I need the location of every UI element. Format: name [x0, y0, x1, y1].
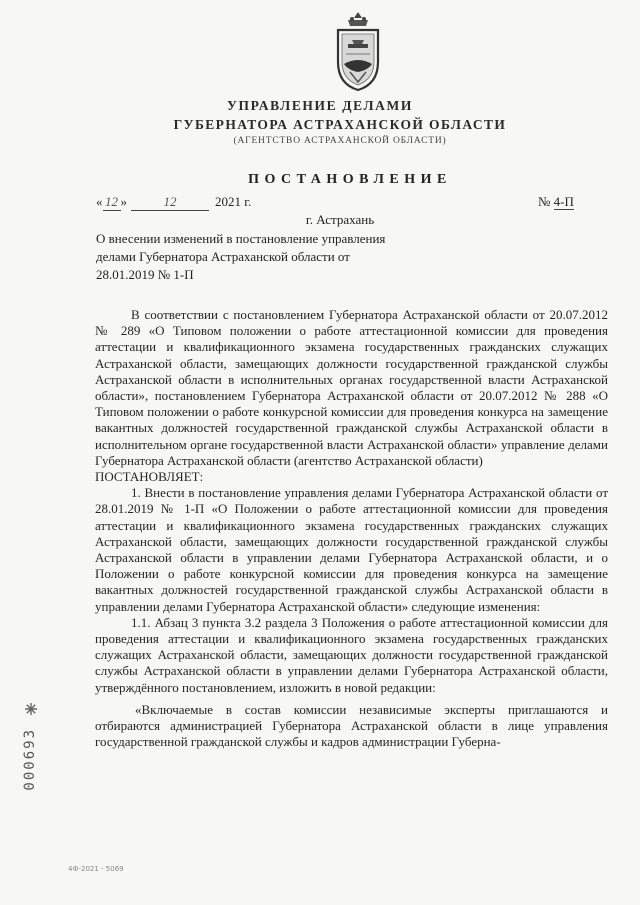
paragraph-intro: В соответствии с постановлением Губернатора Астраханской области от 20.07.2012 № 289 «О Типовом положении о работе аттестационной комиссии для проведения аттестации и квалификационного экзамена государственных гражданских служащих Астраханской области, замещающих должности государственной гражданской службы Астраханской области в исполнительных органах государственной власти Астраханской области», постановлением Губернатора Астраханской области от 20.07.2012 № 288 «О Типовом положении о работе конкурсной комиссии для проведения конкурса на замещение вакантных должностей государственной гражданской службы Астраханской области в исполнительном органе государственной власти Астраханской области» управление делами Губернатора Астраханской области (агентство Астраханской области): [95, 307, 608, 468]
date-day: 12: [103, 194, 121, 211]
document-title: ПОСТАНОВЛЕНИЕ: [248, 172, 452, 187]
registration-number: 000693: [22, 728, 38, 791]
document-date: [96, 194, 251, 211]
number-prefix: №: [538, 194, 551, 209]
agency-name-line2: ГУБЕРНАТОРА АСТРАХАНСКОЙ ОБЛАСТИ: [173, 117, 507, 132]
paragraph-quote: «Включаемые в состав комиссии независимые эксперты приглашаются и отбираются администрацией Губернатора Астраханской области в лице управления государственной гражданской службы и кадров администрации Губерна-: [95, 701, 608, 750]
paragraph-item-1: 1. Внести в постановление управления делами Губернатора Астраханской области от 28.01.2019 № 1-П «О Положении о работе аттестационной комиссии для проведения аттестации и квалификационного экзамена государственных гражданских служащих Астраханской области, замещающих должности государственной гражданской службы Астраханской области в управлении делами Губернатора Астраханской области, и о Положении о работе конкурсной комиссии для проведения конкурса на замещение вакантных должностей государственной гражданской службы Астраханской области в управлении делами Губернатора Астраханской области» следующие изменения:: [95, 485, 608, 614]
asterisk-icon: [24, 702, 38, 716]
agency-name-line3: (АГЕНТСТВО АСТРАХАНСКОЙ ОБЛАСТИ): [233, 136, 447, 146]
date-quote-open: «: [96, 194, 103, 209]
agency-name-line1: УПРАВЛЕНИЕ ДЕЛАМИ: [227, 98, 413, 113]
document-subject: О внесении изменений в постановление управления делами Губернатора Астраханской области от 28.01.2019 № 1-П: [96, 231, 386, 282]
document-number: [538, 194, 574, 210]
document-body: [95, 307, 608, 750]
paragraph-resolves: ПОСТАНОВЛЯЕТ:: [95, 469, 204, 485]
date-year: 2021 г.: [215, 194, 252, 209]
date-quote-close: »: [120, 194, 127, 209]
number-value: 4-П: [553, 194, 574, 209]
coat-of-arms-icon: [326, 10, 390, 94]
city: г. Астрахань: [305, 212, 375, 227]
footer-mark: 4Ф-2021 - 5069: [68, 865, 124, 873]
paragraph-item-1-1: 1.1. Абзац 3 пункта 3.2 раздела 3 Положения о работе аттестационной комиссии для проведения аттестации и квалификационного экзамена государственных гражданских служащих Астраханской области, замещающих должности государственной гражданской службы Астраханской области в управлении делами Губернатора Астраханской области, утверждённого постановлением, изложить в новой редакции:: [95, 614, 608, 695]
date-month: 12: [131, 194, 209, 211]
